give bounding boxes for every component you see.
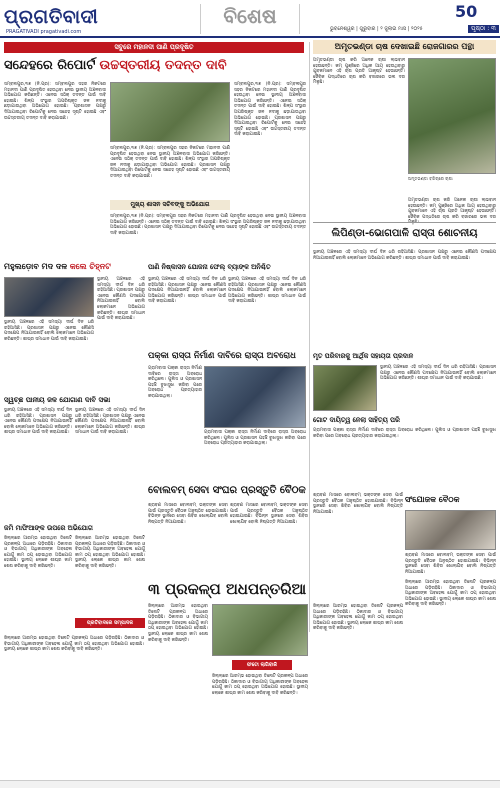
lead-body-lower: ସମ୍ବଲପୁର,୧ା୭ (ନି.ପ୍ର): ସମ୍ବଲପୁର ସହର ନିକଟରେ ମହାନଦୀ ପାଣି ପ୍ରଦୂଷିତ ହେଉଥିବା ନେଇ ସ୍ଥାନୀୟ ଅଞ୍ଚଳବାସୀ ଅଭିଯୋଗ କରିଛନ୍ତି। ଏନେଇ ସଠିକ୍ ତଦନ୍ତ ପାଇଁ ଦାବି ହୋଇଛି। ଶିଳ୍ପ ସଂସ୍ଥାର ଅପରିଷ୍କୃତ ଜଳ ନଦୀକୁ ଛଡ଼ାଯାଉଥିବା ଅଭିଯୋଗ ହୋଇଛି। ପ୍ରଶାସନ ପକ୍ଷରୁ ଦିଆଯାଇଥିବା ରିପୋର୍ଟକୁ ନେଇ ସନ୍ଦେହ ସୃଷ୍ଟି ହୋଇଛି ଏବଂ ଉଚ୍ଚସ୍ତରୀୟ ତଦନ୍ତ ଦାବି କରାଯାଇଛି।: [110, 214, 306, 236]
lead-headline: [4, 55, 304, 77]
left-mid-body1: ସ୍ଥାନୀୟ ଅଞ୍ଚଳରେ ଏହି ସମସ୍ୟା ଦୀର୍ଘ ଦିନ ଧରି ରହିଆସିଛି। ପ୍ରଶାସନ ପକ୍ଷରୁ ଏନେଇ କୌଣସି ପଦକ୍ଷେପ ନିଆଯାଇନାହିଁ ବୋଲି ଲୋକମାନେ ଅଭିଯୋଗ କରିଛନ୍ତି। ଶୀଘ୍ର ସମାଧାନ ପାଇଁ ଦାବି କରାଯାଇଛି।: [4, 408, 72, 436]
lead-body-col3: ସମ୍ବଲପୁର,୧ା୭ (ନି.ପ୍ର): ସମ୍ବଲପୁର ସହର ନିକଟରେ ମହାନଦୀ ପାଣି ପ୍ରଦୂଷିତ ହେଉଥିବା ନେଇ ସ୍ଥାନୀୟ ଅଞ୍ଚଳବାସୀ ଅଭିଯୋଗ କରିଛନ୍ତି। ଏନେଇ ସଠିକ୍ ତଦନ୍ତ ପାଇଁ ଦାବି ହୋଇଛି। ଶିଳ୍ପ ସଂସ୍ଥାର ଅପରିଷ୍କୃତ ଜଳ ନଦୀକୁ ଛଡ଼ାଯାଉଥିବା ଅଭିଯୋଗ ହୋଇଛି। ପ୍ରଶାସନ ପକ୍ଷରୁ ଦିଆଯାଇଥିବା ରିପୋର୍ଟକୁ ନେଇ ସନ୍ଦେହ ସୃଷ୍ଟି ହୋଇଛି ଏବଂ ଉଚ୍ଚସ୍ତରୀୟ ତଦନ୍ତ ଦାବି କରାଯାଇଛି।: [234, 82, 306, 138]
bottom-photo-tag: ଫଟୋ ଲାଗିବାକି: [232, 660, 292, 670]
row2-body-left: ସ୍ଥାନୀୟ ଅଞ୍ଚଳରେ ଏହି ସମସ୍ୟା ଦୀର୍ଘ ଦିନ ଧରି ରହିଆସିଛି। ପ୍ରଶାସନ ପକ୍ଷରୁ ଏନେଇ କୌଣସି ପଦକ୍ଷେପ ନିଆଯାଇନାହିଁ ବୋଲି ଲୋକମାନେ ଅଭିଯୋଗ କରିଛନ୍ତି। ଶୀଘ୍ର ସମାଧାନ ପାଇଁ ଦାବି କରାଯାଇଛି।: [4, 320, 94, 342]
lead-kicker: ସବୁରେ ମହାନଦୀ ପାଣି ପ୍ରଦୂଷିତ: [4, 42, 304, 53]
lead-headline-red: ଉଚ୍ଚସ୍ତରୀୟ ତଦନ୍ତ ଦାବି: [99, 58, 227, 73]
left-mid-body2: ସ୍ଥାନୀୟ ଅଞ୍ଚଳରେ ଏହି ସମସ୍ୟା ଦୀର୍ଘ ଦିନ ଧରି ରହିଆସିଛି। ପ୍ରଶାସନ ପକ୍ଷରୁ ଏନେଇ କୌଣସି ପଦକ୍ଷେପ ନିଆଯାଇନାହିଁ ବୋଲି ଲୋକମାନେ ଅଭିଯୋଗ କରିଛନ୍ତି। ଶୀଘ୍ର ସମାଧାନ ପାଇଁ ଦାବି କରାଯାଇଛି।: [75, 408, 145, 436]
right-mid2-body2: ଗ୍ରାମବାସୀ ପକ୍କା ରାସ୍ତା ନିର୍ମାଣ ଦାବିରେ ରାସ୍ତା ଅବରୋଧ କରିଥିଲେ। ପୁଲିସ ଓ ପ୍ରଶାସନ ପହଞ୍ଚି ବୁଝାସୁଝା କରିବା ପରେ ଅବରୋଧ ପ୍ରତ୍ୟାହାର କରାଯାଇଥିଲା।: [313, 428, 496, 439]
meeting-body: ଶ୍ରାବଣ ମାସରେ ବୋଲବମ୍ ଭକ୍ତଙ୍କ ସେବା ପାଇଁ ପ୍ରସ୍ତୁତି ବୈଠକ ଅନୁଷ୍ଠିତ ହୋଇଯାଇଛି। ବିଭିନ୍ନ ସ୍ଥାନରେ ସେବା ଶିବିର ଖୋଲାଯିବ ବୋଲି ନିଷ୍ପତ୍ତି ନିଆଯାଇଛି।: [405, 553, 496, 575]
right-mid-body: ସ୍ଥାନୀୟ ଅଞ୍ଚଳରେ ଏହି ସମସ୍ୟା ଦୀର୍ଘ ଦିନ ଧରି ରହିଆସିଛି। ପ୍ରଶାସନ ପକ୍ଷରୁ ଏନେଇ କୌଣସି ପଦକ୍ଷେପ ନିଆଯାଇନାହିଁ ବୋଲି ଲୋକମାନେ ଅଭିଯୋଗ କରିଛନ୍ତି। ଶୀଘ୍ର ସମାଧାନ ପାଇଁ ଦାବି କରାଯାଇଛି।: [313, 250, 496, 261]
section-title: ବିଶେଷ: [200, 4, 300, 34]
page-number: ପୃଷ୍ଠା : ୩: [468, 25, 499, 33]
row2-left-headline: [4, 260, 144, 274]
row2-body-mid: ସ୍ଥାନୀୟ ଅଞ୍ଚଳରେ ଏହି ସମସ୍ୟା ଦୀର୍ଘ ଦିନ ଧରି ରହିଆସିଛି। ପ୍ରଶାସନ ପକ୍ଷରୁ ଏନେଇ କୌଣସି ପଦକ୍ଷେପ ନିଆଯାଇନାହିଁ ବୋଲି ଲୋକମାନେ ଅଭିଯୋଗ କରିଛନ୍ତି। ଶୀଘ୍ର ସମାଧାନ ପାଇଁ ଦାବି କରାଯାଇଛି।: [97, 277, 145, 322]
row2-body-c1: ସ୍ଥାନୀୟ ଅଞ୍ଚଳରେ ଏହି ସମସ୍ୟା ଦୀର୍ଘ ଦିନ ଧରି ରହିଆସିଛି। ପ୍ରଶାସନ ପକ୍ଷରୁ ଏନେଇ କୌଣସି ପଦକ୍ଷେପ ନିଆଯାଇନାହିଁ ବୋଲି ଲୋକମାନେ ଅଭିଯୋଗ କରିଛନ୍ତି। ଶୀଘ୍ର ସମାଧାନ ପାଇଁ ଦାବି କରାଯାଇଛି।: [148, 277, 226, 305]
row2-left-headline-black: ମହୁଲଡ଼ୋବ ମଦ ଦଳ: [4, 262, 68, 271]
left-bottom-body: ଜିଲ୍ଲାରେ ଆରମ୍ଭ ହୋଇଥିବା ତିନୋଟି ପ୍ରକଳ୍ପ ଅଧାରେ ପଡ଼ିରହିଛି। ଠିକାଦାର ଓ ବିଭାଗୀୟ ଅଧିକାରୀଙ୍କ ଅବହେଳା ଯୋଗୁଁ କାମ ଠପ୍ ହୋଇଥିବା ଅଭିଯୋଗ ହୋଇଛି। ସ୍ଥାନୀୟ ଲୋକେ ଶୀଘ୍ର କାମ ଶେଷ କରିବାକୁ ଦାବି କରିଛନ୍ତି।: [4, 636, 144, 653]
left-low-headline: ଜମି ମାଫିଆଙ୍କ ଉପରେ ଅଭିଯୋଗ: [4, 524, 93, 532]
bottom-body1: ଜିଲ୍ଲାରେ ଆରମ୍ଭ ହୋଇଥିବା ତିନୋଟି ପ୍ରକଳ୍ପ ଅଧାରେ ପଡ଼ିରହିଛି। ଠିକାଦାର ଓ ବିଭାଗୀୟ ଅଧିକାରୀଙ୍କ ଅବହେଳା ଯୋଗୁଁ କାମ ଠପ୍ ହୋଇଥିବା ଅଭିଯୋଗ ହୋଇଛି। ସ୍ଥାନୀୟ ଲୋକେ ଶୀଘ୍ର କାମ ଶେଷ କରିବାକୁ ଦାବି କରିଛନ୍ତି।: [148, 604, 208, 643]
road-photo: [204, 366, 306, 428]
right-mid2-body: ସ୍ଥାନୀୟ ଅଞ୍ଚଳରେ ଏହି ସମସ୍ୟା ଦୀର୍ଘ ଦିନ ଧରି ରହିଆସିଛି। ପ୍ରଶାସନ ପକ୍ଷରୁ ଏନେଇ କୌଣସି ପଦକ୍ଷେପ ନିଆଯାଇନାହିଁ ବୋଲି ଲୋକମାନେ ଅଭିଯୋଗ କରିଛନ୍ତି। ଶୀଘ୍ର ସମାଧାନ ପାଇଁ ଦାବି କରାଯାଇଛି।: [380, 365, 496, 382]
bottom-photo: [212, 604, 308, 656]
road-headline: ପକ୍କା ରାସ୍ତା ନିର୍ମାଣ ଦାବିରେ ରାସ୍ତା ଅବରୋଧ: [148, 351, 296, 361]
page-footer: [0, 780, 500, 788]
bottom-body3: ଜିଲ୍ଲାରେ ଆରମ୍ଭ ହୋଇଥିବା ତିନୋଟି ପ୍ରକଳ୍ପ ଅଧାରେ ପଡ଼ିରହିଛି। ଠିକାଦାର ଓ ବିଭାଗୀୟ ଅଧିକାରୀଙ୍କ ଅବହେଳା ଯୋଗୁଁ କାମ ଠପ୍ ହୋଇଥିବା ଅଭିଯୋଗ ହୋଇଛି। ସ୍ଥାନୀୟ ଲୋକେ ଶୀଘ୍ର କାମ ଶେଷ କରିବାକୁ ଦାବି କରିଛନ୍ତି।: [313, 604, 403, 632]
right-mid2-headline: ମୃତ ପରିବାରକୁ ଆର୍ଥିକ ସହାୟତା ପ୍ରଦାନ: [313, 352, 414, 360]
right-mid-headline: ଲିପିଣ୍ଡା-ଭୋଗପାଳି ରାସ୍ତା ଶୋଚନୀୟ: [313, 222, 496, 244]
bolbam-body3: ଶ୍ରାବଣ ମାସରେ ବୋଲବମ୍ ଭକ୍ତଙ୍କ ସେବା ପାଇଁ ପ୍ରସ୍ତୁତି ବୈଠକ ଅନୁଷ୍ଠିତ ହୋଇଯାଇଛି। ବିଭିନ୍ନ ସ୍ଥାନରେ ସେବା ଶିବିର ଖୋଲାଯିବ ବୋଲି ନିଷ୍ପତ୍ତି ନିଆଯାଇଛି।: [313, 493, 403, 515]
meeting-photo: [405, 510, 496, 550]
left-low-body1: ଜିଲ୍ଲାରେ ଆରମ୍ଭ ହୋଇଥିବା ତିନୋଟି ପ୍ରକଳ୍ପ ଅଧାରେ ପଡ଼ିରହିଛି। ଠିକାଦାର ଓ ବିଭାଗୀୟ ଅଧିକାରୀଙ୍କ ଅବହେଳା ଯୋଗୁଁ କାମ ଠପ୍ ହୋଇଥିବା ଅଭିଯୋଗ ହୋଇଛି। ସ୍ଥାନୀୟ ଲୋକେ ଶୀଘ୍ର କାମ ଶେଷ କରିବାକୁ ଦାବି କରିଛନ୍ତି।: [4, 536, 72, 569]
right-top-caption: ଅମୃତଭଣ୍ଡା ବଗିଚାରେ ଚାଷୀ: [408, 176, 453, 181]
bottom-body4: ଜିଲ୍ଲାରେ ଆରମ୍ଭ ହୋଇଥିବା ତିନୋଟି ପ୍ରକଳ୍ପ ଅଧାରେ ପଡ଼ିରହିଛି। ଠିକାଦାର ଓ ବିଭାଗୀୟ ଅଧିକାରୀଙ୍କ ଅବହେଳା ଯୋଗୁଁ କାମ ଠପ୍ ହୋଇଥିବା ଅଭିଯୋଗ ହୋଇଛି। ସ୍ଥାନୀୟ ଲୋକେ ଶୀଘ୍ର କାମ ଶେଷ କରିବାକୁ ଦାବି କରିଛନ୍ତି।: [405, 580, 496, 608]
bolbam-headline: ବୋଲବମ୍ ସେବା ସଂଘର ପ୍ରସ୍ତୁତି ବୈଠକ: [148, 485, 306, 496]
bolbam-body2: ଶ୍ରାବଣ ମାସରେ ବୋଲବମ୍ ଭକ୍ତଙ୍କ ସେବା ପାଇଁ ପ୍ରସ୍ତୁତି ବୈଠକ ଅନୁଷ୍ଠିତ ହୋଇଯାଇଛି। ବିଭିନ୍ନ ସ୍ଥାନରେ ସେବା ଶିବିର ଖୋଲାଯିବ ବୋଲି ନିଷ୍ପତ୍ତି ନିଆଯାଇଛି।: [230, 503, 308, 525]
bolbam-body1: ଶ୍ରାବଣ ମାସରେ ବୋଲବମ୍ ଭକ୍ତଙ୍କ ସେବା ପାଇଁ ପ୍ରସ୍ତୁତି ବୈଠକ ଅନୁଷ୍ଠିତ ହୋଇଯାଇଛି। ବିଭିନ୍ନ ସ୍ଥାନରେ ସେବା ଶିବିର ଖୋଲାଯିବ ବୋଲି ନିଷ୍ପତ୍ତି ନିଆଯାଇଛି।: [148, 503, 228, 525]
dateline: ଭୁବନେଶ୍ୱର | ଗୁରୁବାର | ୨ ଜୁଲାଇ ମାସ | ୨୦୨୫: [330, 26, 423, 32]
lead-subhead: ମୁଖ୍ୟ ଶାସନ ସଚିବଙ୍କୁ ଅଭିଯୋଗ: [110, 200, 230, 210]
right-top-body2: ଅମୃତଭଣ୍ଡା ଚାଷ କରି ଅନେକ ଚାଷୀ ଲାଭବାନ ହେଉଛନ୍ତି। କମ୍ ପୁଞ୍ଜିରେ ଅଧିକ ଆୟ ହେଉଥିବାରୁ ଯୁବକମାନେ ଏହି ଚାଷ ପ୍ରତି ଆକୃଷ୍ଟ ହେଉଛନ୍ତି। ଜୈବିକ ପଦ୍ଧତିରେ ଚାଷ କରି ବଜାରରେ ଭଲ ଦର ମିଳୁଛି।: [408, 198, 496, 226]
column-divider: [309, 42, 310, 632]
right-top-photo: [408, 58, 496, 174]
row2-center-headline: ପାଣି ନିଷ୍କାସନ ଯୋଜନା ଫେଲ୍ ବ୍ୟାଙ୍କ ଅନିଶ୍ଚିତ: [148, 263, 271, 271]
newspaper-logo: ପ୍ରଗତିବାଦୀ: [4, 6, 99, 28]
logo-tagline: PRAGATIVADI pragativadi.com: [6, 29, 82, 35]
bottom-body2: ଜିଲ୍ଲାରେ ଆରମ୍ଭ ହୋଇଥିବା ତିନୋଟି ପ୍ରକଳ୍ପ ଅଧାରେ ପଡ଼ିରହିଛି। ଠିକାଦାର ଓ ବିଭାଗୀୟ ଅଧିକାରୀଙ୍କ ଅବହେଳା ଯୋଗୁଁ କାମ ଠପ୍ ହୋଇଥିବା ଅଭିଯୋଗ ହୋଇଛି। ସ୍ଥାନୀୟ ଲୋକେ ଶୀଘ୍ର କାମ ଶେଷ କରିବାକୁ ଦାବି କରିଛନ୍ତି।: [212, 674, 308, 696]
anniversary-badge: 50: [455, 2, 478, 21]
road-body: ଗ୍ରାମବାସୀ ପକ୍କା ରାସ୍ତା ନିର୍ମାଣ ଦାବିରେ ରାସ୍ତା ଅବରୋଧ କରିଥିଲେ। ପୁଲିସ ଓ ପ୍ରଶାସନ ପହଞ୍ଚି ବୁଝାସୁଝା କରିବା ପରେ ଅବରୋଧ ପ୍ରତ୍ୟାହାର କରାଯାଇଥିଲା।: [148, 366, 202, 399]
row2-photo: [4, 277, 94, 317]
lead-headline-black: ସନ୍ଦେହରେ ରିପୋର୍ଟ: [4, 58, 96, 73]
road-body2: ଗ୍ରାମବାସୀ ପକ୍କା ରାସ୍ତା ନିର୍ମାଣ ଦାବିରେ ରାସ୍ତା ଅବରୋଧ କରିଥିଲେ। ପୁଲିସ ଓ ପ୍ରଶାସନ ପହଞ୍ଚି ବୁଝାସୁଝା କରିବା ପରେ ଅବରୋଧ ପ୍ରତ୍ୟାହାର କରାଯାଇଥିଲା।: [204, 430, 306, 447]
lead-body-col1: ସମ୍ବଲପୁର,୧ା୭ (ନି.ପ୍ର): ସମ୍ବଲପୁର ସହର ନିକଟରେ ମହାନଦୀ ପାଣି ପ୍ରଦୂଷିତ ହେଉଥିବା ନେଇ ସ୍ଥାନୀୟ ଅଞ୍ଚଳବାସୀ ଅଭିଯୋଗ କରିଛନ୍ତି। ଏନେଇ ସଠିକ୍ ତଦନ୍ତ ପାଇଁ ଦାବି ହୋଇଛି। ଶିଳ୍ପ ସଂସ୍ଥାର ଅପରିଷ୍କୃତ ଜଳ ନଦୀକୁ ଛଡ଼ାଯାଉଥିବା ଅଭିଯୋଗ ହୋଇଛି। ପ୍ରଶାସନ ପକ୍ଷରୁ ଦିଆଯାଇଥିବା ରିପୋର୍ଟକୁ ନେଇ ସନ୍ଦେହ ସୃଷ୍ଟି ହୋଇଛି ଏବଂ ଉଚ୍ଚସ୍ତରୀୟ ତଦନ୍ତ ଦାବି କରାଯାଇଛି।: [4, 82, 106, 121]
left-mid-headline: ସ୍ୱଚ୍ଛ ପାନୀୟ ଜଳ ଯୋଗାଣ ଦାବି ସଭା: [4, 396, 111, 404]
right-top-headline: ଅମୃତଭଣ୍ଡା ଚାଷ ଦେଖାଇଛି ରୋଜଗାରର ପନ୍ଥା: [313, 40, 496, 54]
lead-photo: [110, 82, 230, 142]
left-low-tag: ପ୍ରତିବାଦରେ ସମ୍ପାଦକ: [75, 618, 145, 628]
right-mid2-photo: [313, 365, 377, 411]
row2-left-headline-red: କଲେ ଚିହ୍ନଟ: [69, 262, 111, 271]
right-top-body: ଅମୃତଭଣ୍ଡା ଚାଷ କରି ଅନେକ ଚାଷୀ ଲାଭବାନ ହେଉଛନ୍ତି। କମ୍ ପୁଞ୍ଜିରେ ଅଧିକ ଆୟ ହେଉଥିବାରୁ ଯୁବକମାନେ ଏହି ଚାଷ ପ୍ରତି ଆକୃଷ୍ଟ ହେଉଛନ୍ତି। ଜୈବିକ ପଦ୍ଧତିରେ ଚାଷ କରି ବଜାରରେ ଭଲ ଦର ମିଳୁଛି।: [313, 58, 405, 86]
right-mid2-sub: ଗୋଟ ଦାୟିତ୍ୱ ନେଲା ସାହିତ୍ୟ ପରି: [313, 416, 400, 424]
bottom-headline: ୩ ପ୍ରକଳ୍ପ ଅଧପନ୍ତରିଆ: [148, 580, 307, 598]
lead-body-col2: ସମ୍ବଲପୁର,୧ା୭ (ନି.ପ୍ର): ସମ୍ବଲପୁର ସହର ନିକଟରେ ମହାନଦୀ ପାଣି ପ୍ରଦୂଷିତ ହେଉଥିବା ନେଇ ସ୍ଥାନୀୟ ଅଞ୍ଚଳବାସୀ ଅଭିଯୋଗ କରିଛନ୍ତି। ଏନେଇ ସଠିକ୍ ତଦନ୍ତ ପାଇଁ ଦାବି ହୋଇଛି। ଶିଳ୍ପ ସଂସ୍ଥାର ଅପରିଷ୍କୃତ ଜଳ ନଦୀକୁ ଛଡ଼ାଯାଉଥିବା ଅଭିଯୋଗ ହୋଇଛି। ପ୍ରଶାସନ ପକ୍ଷରୁ ଦିଆଯାଇଥିବା ରିପୋର୍ଟକୁ ନେଇ ସନ୍ଦେହ ସୃଷ୍ଟି ହୋଇଛି ଏବଂ ଉଚ୍ଚସ୍ତରୀୟ ତଦନ୍ତ ଦାବି କରାଯାଇଛି।: [110, 146, 230, 179]
meeting-headline: ସଂଯୋଜକ ବୈଠକ: [405, 495, 460, 504]
row2-body-c2: ସ୍ଥାନୀୟ ଅଞ୍ଚଳରେ ଏହି ସମସ୍ୟା ଦୀର୍ଘ ଦିନ ଧରି ରହିଆସିଛି। ପ୍ରଶାସନ ପକ୍ଷରୁ ଏନେଇ କୌଣସି ପଦକ୍ଷେପ ନିଆଯାଇନାହିଁ ବୋଲି ଲୋକମାନେ ଅଭିଯୋଗ କରିଛନ୍ତି। ଶୀଘ୍ର ସମାଧାନ ପାଇଁ ଦାବି କରାଯାଇଛି।: [228, 277, 306, 305]
left-low-body2: ଜିଲ୍ଲାରେ ଆରମ୍ଭ ହୋଇଥିବା ତିନୋଟି ପ୍ରକଳ୍ପ ଅଧାରେ ପଡ଼ିରହିଛି। ଠିକାଦାର ଓ ବିଭାଗୀୟ ଅଧିକାରୀଙ୍କ ଅବହେଳା ଯୋଗୁଁ କାମ ଠପ୍ ହୋଇଥିବା ଅଭିଯୋଗ ହୋଇଛି। ସ୍ଥାନୀୟ ଲୋକେ ଶୀଘ୍ର କାମ ଶେଷ କରିବାକୁ ଦାବି କରିଛନ୍ତି।: [75, 536, 145, 569]
